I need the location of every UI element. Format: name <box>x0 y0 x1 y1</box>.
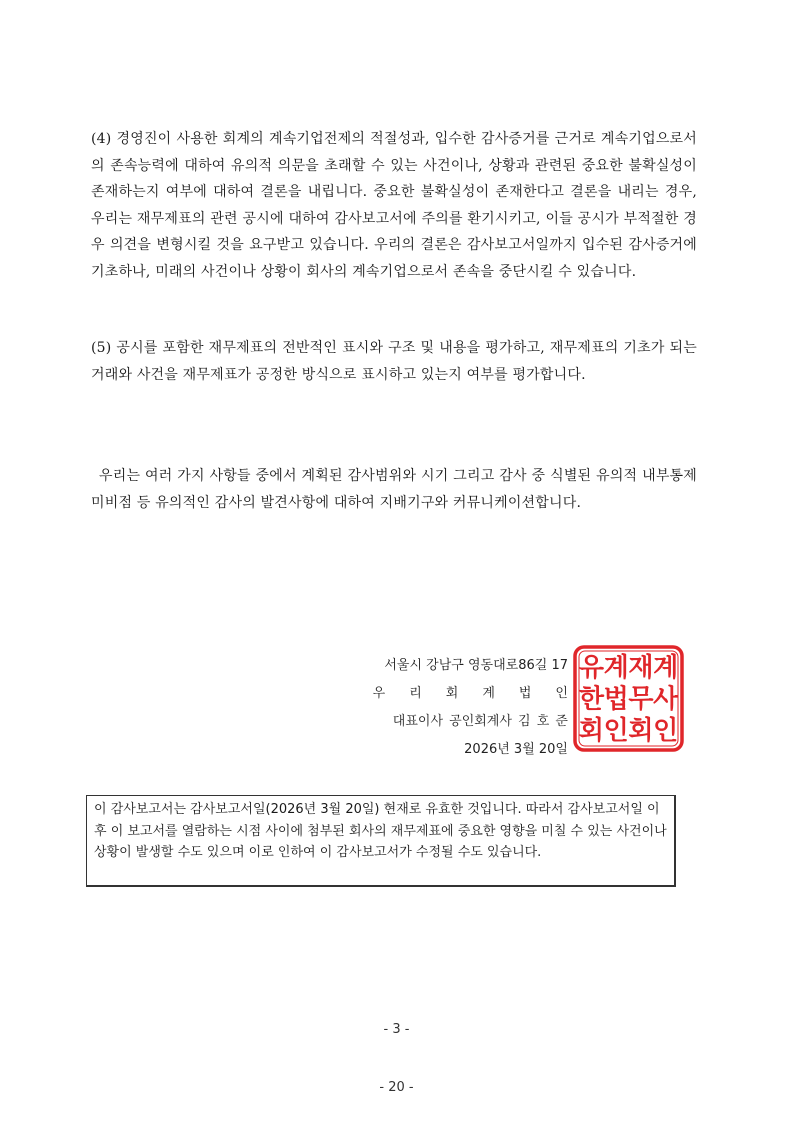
seal-character: 계 <box>653 652 679 683</box>
seal-character: 재 <box>628 652 654 683</box>
paragraph-going-concern: (4) 경영진이 사용한 회계의 계속기업전제의 적절성과, 입수한 감사증거를 근거로 계속기업으로서의 존속능력에 대하여 유의적 의문을 초래할 수 있는 사건이나, 상황과 관련된 중요한 불확실성이 존재하는지 여부에 대하여 결론을 내립니다. 중요한 불확실성이 존재한다고 결론을 내리는 경우, 우리는 재무제표의 관련 공시에 대하여 감사보고서에 주의를 환기시키고, 이들 공시가 부적절한 경우 의견을 변형시킬 것을 요구받고 있습니다. 우리의 결론은 감사보고서일까지 입수된 감사증거에 기초하나, 미래의 사건이나 상황이 회사의 계속기업으로서 존속을 중단시킬 수 있습니다. <box>91 131 697 280</box>
seal-character: 인 <box>653 716 679 747</box>
seal-character: 한 <box>578 684 604 715</box>
seal-character: 인 <box>603 716 629 747</box>
page-number-outer: - 20 - <box>379 1080 414 1095</box>
seal-character: 무 <box>628 684 654 715</box>
report-date: 2026년 3월 20일 <box>464 742 568 757</box>
seal-character: 법 <box>603 684 629 715</box>
company-seal-icon <box>573 645 684 752</box>
seal-character: 회 <box>578 716 604 747</box>
page-number-inner: - 3 - <box>383 1022 410 1037</box>
seal-character: 사 <box>653 684 679 715</box>
ceo-name: 대표이사 공인회계사 김 호 준 <box>392 714 568 729</box>
seal-character: 계 <box>603 652 629 683</box>
seal-character: 유 <box>578 652 604 683</box>
validity-notice-box: 이 감사보고서는 감사보고서일(2026년 3월 20일) 현재로 유효한 것입니다. 따라서 감사보고서일 이후 이 보고서를 열람하는 시점 사이에 첨부된 회사의 재무제표에 중요한 영향을 미칠 수 있는 사건이나 상황이 발생할 수도 있으며 이로 인하여 이 감사보고서가 수정될 수도 있습니다. <box>86 795 676 887</box>
firm-name: 우리회계법인 <box>372 686 592 701</box>
firm-address: 서울시 강남구 영동대로86길 17 <box>384 658 568 673</box>
paragraph-presentation: (5) 공시를 포함한 재무제표의 전반적인 표시와 구조 및 내용을 평가하고, 재무제표의 기초가 되는 거래와 사건을 재무제표가 공정한 방식으로 표시하고 있는지 여부를 평가합니다. <box>91 340 697 383</box>
seal-character: 회 <box>628 716 654 747</box>
paragraph-communication: 우리는 여러 가지 사항들 중에서 계획된 감사범위와 시기 그리고 감사 중 식별된 유의적 내부통제 미비점 등 유의적인 감사의 발견사항에 대하여 지배기구와 커뮤니케이션합니다. <box>91 468 697 511</box>
